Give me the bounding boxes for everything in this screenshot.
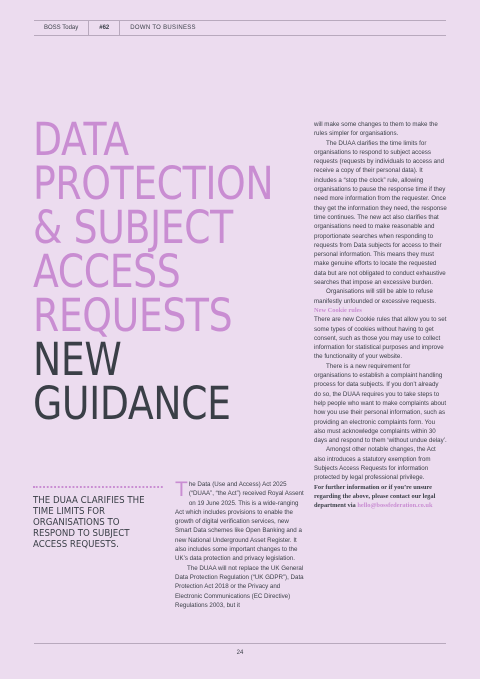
headline-line-5: REQUESTS bbox=[33, 289, 233, 342]
contact-email-link[interactable]: hello@bossfederation.co.uk bbox=[357, 502, 433, 510]
body-paragraph: The DUAA will not replace the UK General Data Protection Regulation (“UK GDPR”), Data Protection Act 2018 or the Privacy and Electronic Communications (EC Directive) Regulations 2003, but it bbox=[175, 564, 304, 609]
body-paragraph: There is a new requirement for organisations to establish a complaint handling process for data subjects. If you don’t already do so, the DUAA requires you to take steps to help people who want to make complaints about how you use their personal information, such as providing an electronic complaints form. You also must acknowledge complaints within 30 days and respond to them ‘without undue delay’. bbox=[314, 362, 447, 445]
body-column-1 bbox=[175, 480, 305, 610]
body-paragraph: Organisations will still be able to refuse manifestly unfounded or excessive requests. bbox=[314, 288, 437, 305]
pull-quote: THE DUAA CLARIFIES THE TIME LIMITS FOR ORGANISATIONS TO RESPOND TO SUBJECT ACCESS REQUESTS. bbox=[33, 486, 163, 550]
intro-text: he Data (Use and Access) Act 2025 (“DUAA”, “the Act”) received Royal Assent on 19 June 2025. This is a wide-ranging Act which includes provisions to enable the growth of digital verification services, new Smart Data schemes like Open Banking and a new National Underground Asset Register. It also includes some important changes to the UK’s data protection and privacy legislation. bbox=[175, 481, 304, 563]
page-number: 24 bbox=[236, 650, 244, 656]
page-footer bbox=[34, 643, 446, 656]
issue-number: #62 bbox=[89, 21, 120, 35]
drop-cap: T bbox=[175, 478, 188, 501]
headline-line-1: DATA bbox=[33, 113, 129, 166]
headline-line-3: & SUBJECT bbox=[33, 201, 233, 254]
contact-note-text: For further information or if you’re unsure regarding the above, please contact our legal department via bbox=[314, 483, 436, 510]
body-column-2 bbox=[314, 120, 447, 510]
headline-line-4: ACCESS bbox=[33, 245, 181, 298]
headline-line-2: PROTECTION bbox=[33, 157, 274, 210]
publication-name: BOSS Today bbox=[34, 21, 89, 35]
body-paragraph: Amongst other notable changes, the Act also introduces a statutory exemption from Subjects Access Requests for information protected by legal professional privilege. bbox=[314, 446, 436, 482]
section-subheading: New Cookie rules bbox=[314, 306, 362, 314]
intro-paragraph bbox=[175, 480, 305, 564]
section-name: DOWN TO BUSINESS bbox=[130, 25, 196, 31]
body-paragraph: There are new Cookie rules that allow you to set some types of cookies without having to get consent, such as those you may use to collect information for statistical purposes and improve the functionality of your website. bbox=[314, 316, 447, 361]
headline-line-7: GUIDANCE bbox=[33, 377, 231, 430]
headline-line-6: NEW bbox=[33, 333, 122, 386]
body-paragraph: will make some changes to them to make the rules simpler for organisations. bbox=[314, 121, 438, 138]
contact-note bbox=[314, 483, 447, 511]
article-headline bbox=[33, 113, 274, 430]
body-paragraph: The DUAA clarifies the time limits for organisations to respond to subject access requests (requests by individuals to access and receive a copy of their personal data). It includes a “stop the clock” rule, allowing organisations to pause the response time if they need more information from the requester. Once they get the information they need, the response time continues. The new act also clarifies that organisations need to make reasonable and proportionate searches when responding to requests from Data subjects for access to their personal information. This means they must make genuine efforts to locate the requested data but are not obligated to conduct exhaustive searches that impose an excessive burden. bbox=[314, 139, 447, 287]
running-header bbox=[34, 20, 446, 36]
